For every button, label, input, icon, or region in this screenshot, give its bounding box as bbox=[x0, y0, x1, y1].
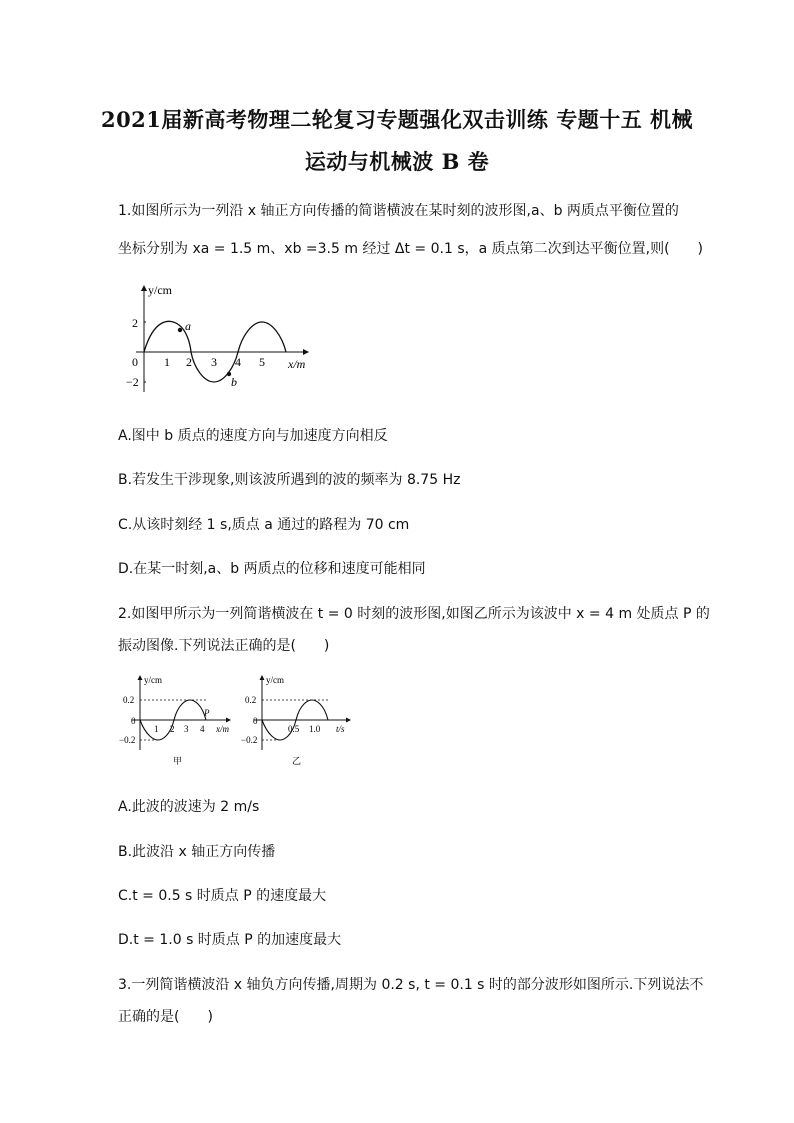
figure-1-ytick-pos: 2 bbox=[132, 316, 138, 330]
svg-text:0.2: 0.2 bbox=[245, 695, 257, 705]
svg-text:−0.2: −0.2 bbox=[119, 735, 136, 745]
question-1-option-c: C.从该时刻经 1 s,质点 a 通过的路程为 70 cm bbox=[118, 517, 410, 533]
question-2-option-d: D.t = 1.0 s 时质点 P 的加速度最大 bbox=[118, 932, 342, 948]
svg-text:1: 1 bbox=[154, 724, 159, 734]
question-1-stem-line1: 1.如图所示为一列沿 x 轴正方向传播的简谐横波在某时刻的波形图,a、b 两质点平衡位置的 bbox=[118, 203, 679, 219]
figure-2b-caption: 乙 bbox=[292, 756, 302, 766]
svg-text:4: 4 bbox=[200, 724, 205, 734]
question-3-stem-line2: 正确的是( ) bbox=[118, 1009, 213, 1025]
question-2-stem-line2: 振动图像.下列说法正确的是( ) bbox=[118, 638, 330, 654]
svg-text:2: 2 bbox=[170, 724, 175, 734]
svg-text:y/cm: y/cm bbox=[266, 675, 284, 685]
question-2-option-a: A.此波的波速为 2 m/s bbox=[118, 799, 260, 815]
document-title-line2: 运动与机械波 B 卷 bbox=[304, 149, 490, 174]
svg-text:t/s: t/s bbox=[336, 724, 345, 734]
figure-1-xtick-2: 2 bbox=[186, 355, 192, 369]
point-a-label: a bbox=[185, 319, 191, 333]
figure-1-wave-graph bbox=[118, 280, 328, 400]
point-p-label: P bbox=[204, 708, 210, 718]
figure-1-ytick-neg: −2 bbox=[126, 375, 139, 389]
question-1-option-a: A.图中 b 质点的速度方向与加速度方向相反 bbox=[118, 428, 388, 444]
question-2-option-b: B.此波沿 x 轴正方向传播 bbox=[118, 844, 276, 860]
figure-1-x-label: x/m bbox=[288, 357, 306, 371]
question-2-stem-line1: 2.如图甲所示为一列简谐横波在 t = 0 时刻的波形图,如图乙所示为该波中 x = 4 m 处质点 P 的 bbox=[118, 606, 710, 622]
svg-text:1.0: 1.0 bbox=[309, 724, 321, 734]
question-1-option-d: D.在某一时刻,a、b 两质点的位移和速度可能相同 bbox=[118, 561, 426, 577]
question-3-stem-line1: 3.一列简谐横波沿 x 轴负方向传播,周期为 0.2 s, t = 0.1 s 时的部分波形如图所示.下列说法不 bbox=[118, 977, 704, 993]
point-b-label: b bbox=[231, 375, 237, 389]
figure-1-origin: 0 bbox=[132, 355, 138, 369]
svg-text:0: 0 bbox=[131, 716, 136, 726]
figure-2a-wave-graph bbox=[118, 672, 236, 772]
svg-text:0.2: 0.2 bbox=[123, 695, 135, 705]
point-a-marker bbox=[178, 328, 182, 332]
figure-1-xtick-3: 3 bbox=[211, 355, 217, 369]
question-1-option-b: B.若发生干涉现象,则该波所遇到的波的频率为 8.75 Hz bbox=[118, 472, 461, 488]
document-title-line1: 2021届新高考物理二轮复习专题强化双击训练 专题十五 机械 bbox=[100, 107, 694, 132]
svg-text:x/m: x/m bbox=[216, 724, 229, 734]
svg-text:0.5: 0.5 bbox=[288, 724, 300, 734]
figure-2b-vibration-graph bbox=[240, 672, 358, 772]
figure-2a-caption: 甲 bbox=[173, 756, 183, 766]
figure-1-xtick-4: 4 bbox=[235, 355, 241, 369]
figure-1-y-label: y/cm bbox=[148, 283, 172, 297]
figure-1-xtick-5: 5 bbox=[259, 355, 265, 369]
svg-text:0: 0 bbox=[253, 716, 258, 726]
svg-text:3: 3 bbox=[184, 724, 189, 734]
question-2-option-c: C.t = 0.5 s 时质点 P 的速度最大 bbox=[118, 888, 327, 904]
question-1-stem-line2: 坐标分别为 xa = 1.5 m、xb =3.5 m 经过 Δt = 0.1 s，a 质点第二次到达平衡位置,则( ) bbox=[118, 241, 704, 257]
figure-1-xtick-1: 1 bbox=[164, 355, 170, 369]
svg-text:y/cm: y/cm bbox=[144, 675, 162, 685]
svg-text:−0.2: −0.2 bbox=[241, 735, 258, 745]
